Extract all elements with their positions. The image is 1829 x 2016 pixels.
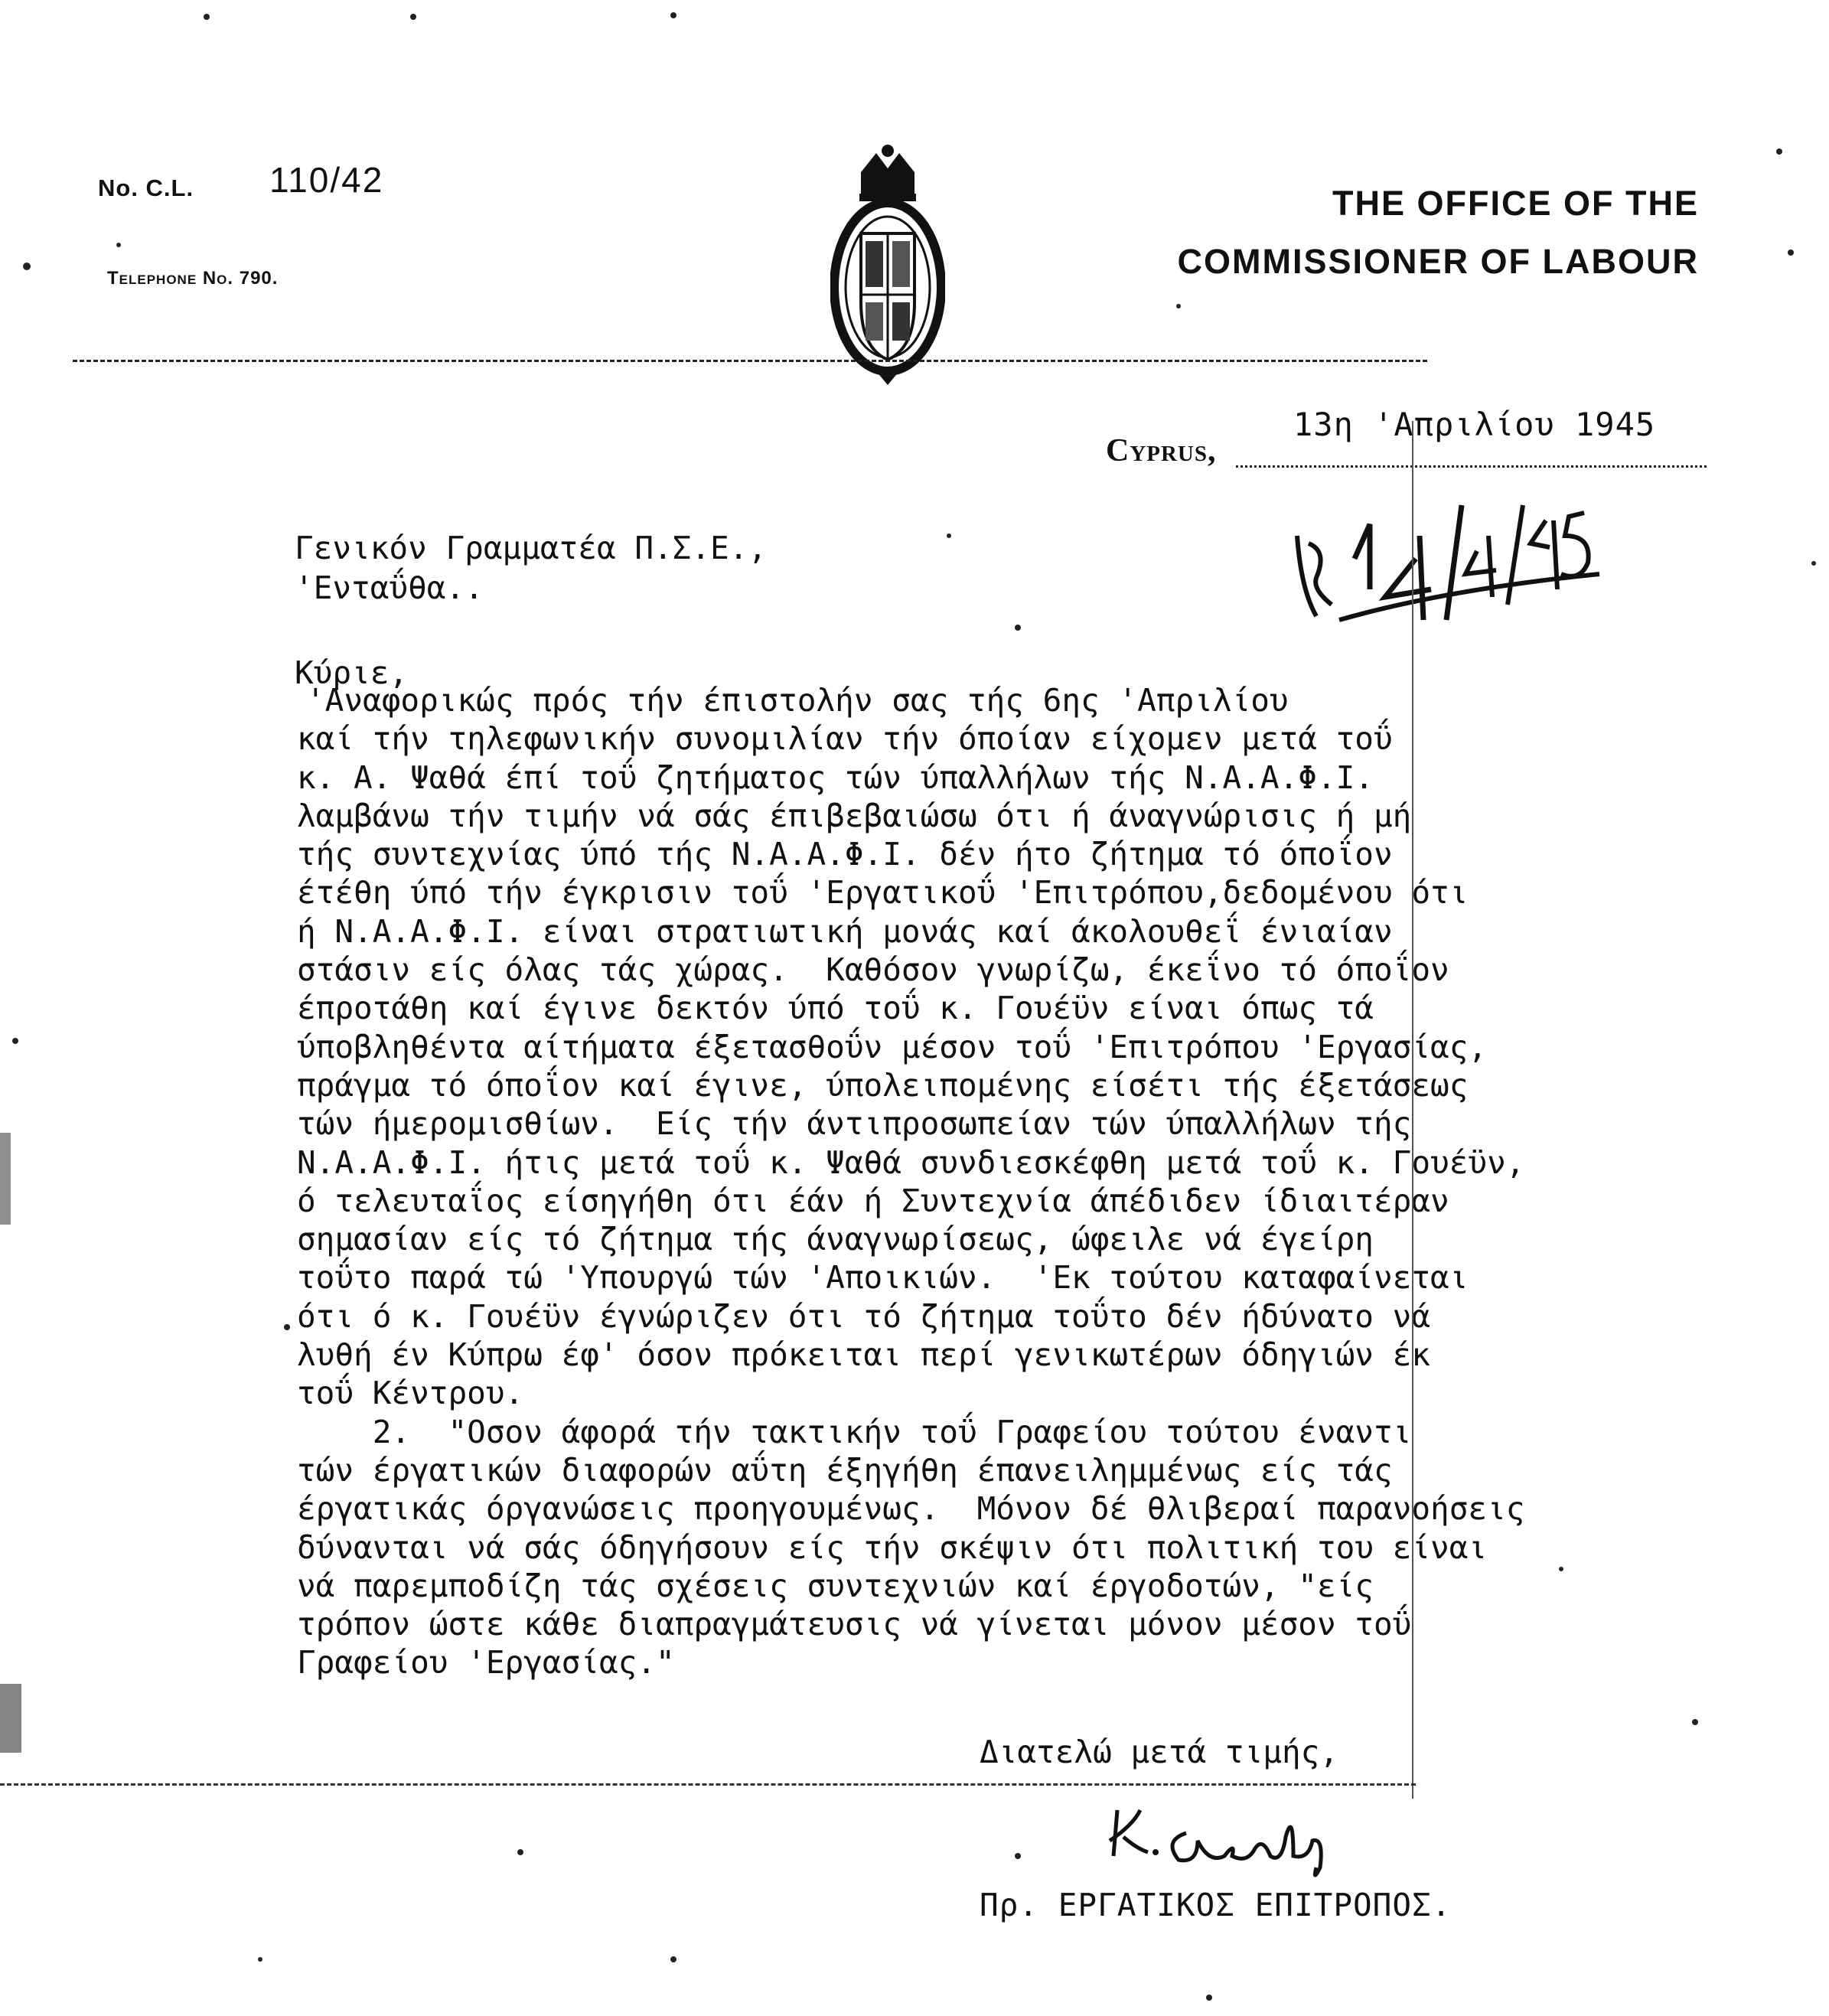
body-line: κ. Α. Ψαθά έπί τοΰ ζητήματος τών ύπαλλήλων τής Ν.Α.Α.Φ.Ι. bbox=[297, 758, 1374, 796]
royal-crest-icon bbox=[830, 142, 945, 387]
body-line: νά παρεμποδίζη τάς σχέσεις συντεχνιών καί έργοδοτών, "είς bbox=[297, 1567, 1374, 1604]
body-line: έτέθη ύπό τήν έγκρισιν τοΰ 'Εργατικοΰ 'Επιτρόπου,δεδομένου ότι bbox=[297, 874, 1469, 912]
body-line: στάσιν είς όλας τάς χώρας. Καθόσον γνωρίζω, έκεΐνο τό όποΐον bbox=[297, 951, 1449, 989]
body-line: ύποβληθέντα αίτήματα έξετασθοΰν μέσον τοΰ 'Επιτρόπου 'Εργασίας, bbox=[297, 1028, 1488, 1065]
body-line: τών έργατικών διαφορών αΰτη έξηγήθη έπανειλημμένως είς τάς bbox=[297, 1451, 1393, 1489]
recipient-line1: Γενικόν Γραμματέα Π.Σ.Ε., bbox=[295, 530, 768, 566]
telephone-line: Telephone No. 790. bbox=[107, 268, 279, 289]
body-line: δύνανται νά σάς όδηγήσουν είς τήν σκέψιν ότι πολιτική του είναι bbox=[297, 1528, 1488, 1566]
bottom-divider bbox=[0, 1783, 1416, 1786]
body-line: τών ήμερομισθίων. Είς τήν άντιπροσωπείαν τών ύπαλλήλων τής bbox=[297, 1105, 1412, 1143]
body-line: σημασίαν είς τό ζήτημα τής άναγνωρίσεως, ώφειλε νά έγείρη bbox=[297, 1221, 1374, 1258]
office-title-line1: THE OFFICE OF THE bbox=[1332, 184, 1699, 223]
body-line: τοΰ Κέντρου. bbox=[297, 1375, 524, 1412]
letter-body bbox=[297, 681, 1829, 1682]
received-stamp bbox=[1293, 490, 1622, 643]
signatory-title: Πρ. ΕΡΓΑΤΙΚΟΣ ΕΠΙΤΡΟΠΟΣ. bbox=[980, 1887, 1452, 1923]
body-line: Ν.Α.Α.Φ.Ι. ήτις μετά τοΰ κ. Ψαθά συνδιεσκέφθη μετά τοΰ κ. Γουέϋν, bbox=[297, 1143, 1525, 1181]
body-line: λυθή έν Κύπρω έφ' όσον πρόκειται περί γενικωτέρων όδηγιών έκ bbox=[297, 1336, 1431, 1374]
closing: Διατελώ μετά τιμής, bbox=[980, 1734, 1338, 1770]
body-line: ότι ό κ. Γουέϋν έγνώριζεν ότι τό ζήτημα τοΰτο δέν ήδύνατο νά bbox=[297, 1297, 1431, 1335]
recipient-line2: 'Ενταΰθα.. bbox=[295, 569, 484, 606]
body-line: καί τήν τηλεφωνικήν συνομιλίαν τήν όποίαν είχομεν μετά τοΰ bbox=[297, 720, 1393, 758]
handwritten-signature bbox=[1102, 1795, 1423, 1887]
body-line: ό τελευταΐος είσηγήθη ότι έάν ή Συντεχνία άπέδιδεν ίδιαιτέραν bbox=[297, 1182, 1449, 1219]
body-line: τρόπον ώστε κάθε διαπραγμάτευσις νά γίνεται μόνον μέσον τοΰ bbox=[297, 1606, 1412, 1643]
body-line: έργατικάς όργανώσεις προηγουμένως. Μόνον δέ θλιβεραί παρανοήσεις bbox=[297, 1490, 1525, 1528]
body-line: ή Ν.Α.Α.Φ.Ι. είναι στρατιωτική μονάς καί άκολουθεΐ ένιαίαν bbox=[297, 912, 1393, 950]
recipient-block bbox=[295, 528, 767, 608]
body-line: 2. "Οσον άφορά τήν τακτικήν τοΰ Γραφείου τούτου έναντι bbox=[297, 1413, 1412, 1450]
body-line: τοΰτο παρά τώ 'Υπουργώ τών 'Αποικιών. 'Εκ τούτου καταφαίνεται bbox=[297, 1259, 1469, 1297]
body-line: λαμβάνω τήν τιμήν νά σάς έπιβεβαιώσω ότι ή άναγνώρισις ή μή bbox=[297, 797, 1412, 834]
body-line: έπροτάθη καί έγινε δεκτόν ύπό τοΰ κ. Γουέϋν είναι όπως τά bbox=[297, 990, 1374, 1027]
reference-label: No. C.L. bbox=[98, 175, 194, 201]
body-line: 'Αναφορικώς πρός τήν έπιστολήν σας τής 6ης 'Απριλίου bbox=[306, 682, 1289, 719]
reference-number: 110/42 bbox=[269, 160, 384, 200]
dateline-rule bbox=[1236, 465, 1707, 468]
salutation: Κύριε, bbox=[295, 654, 409, 691]
body-line: τής συντεχνίας ύπό τής Ν.Α.Α.Φ.Ι. δέν ήτο ζήτημα τό όποΐον bbox=[297, 836, 1393, 873]
dateline-date: 13η 'Απριλίου 1945 bbox=[1293, 406, 1656, 443]
fold-mark bbox=[1412, 421, 1413, 1799]
body-line: Γραφείου 'Εργασίας." bbox=[297, 1644, 675, 1682]
letterhead-divider bbox=[73, 360, 1427, 362]
body-line: πράγμα τό όποΐον καί έγινε, ύπολειπομένης είσέτι τής έξετάσεως bbox=[297, 1066, 1469, 1104]
office-title-line2: COMMISSIONER OF LABOUR bbox=[1177, 242, 1699, 281]
dateline-place: Cyprus, bbox=[1106, 433, 1217, 468]
